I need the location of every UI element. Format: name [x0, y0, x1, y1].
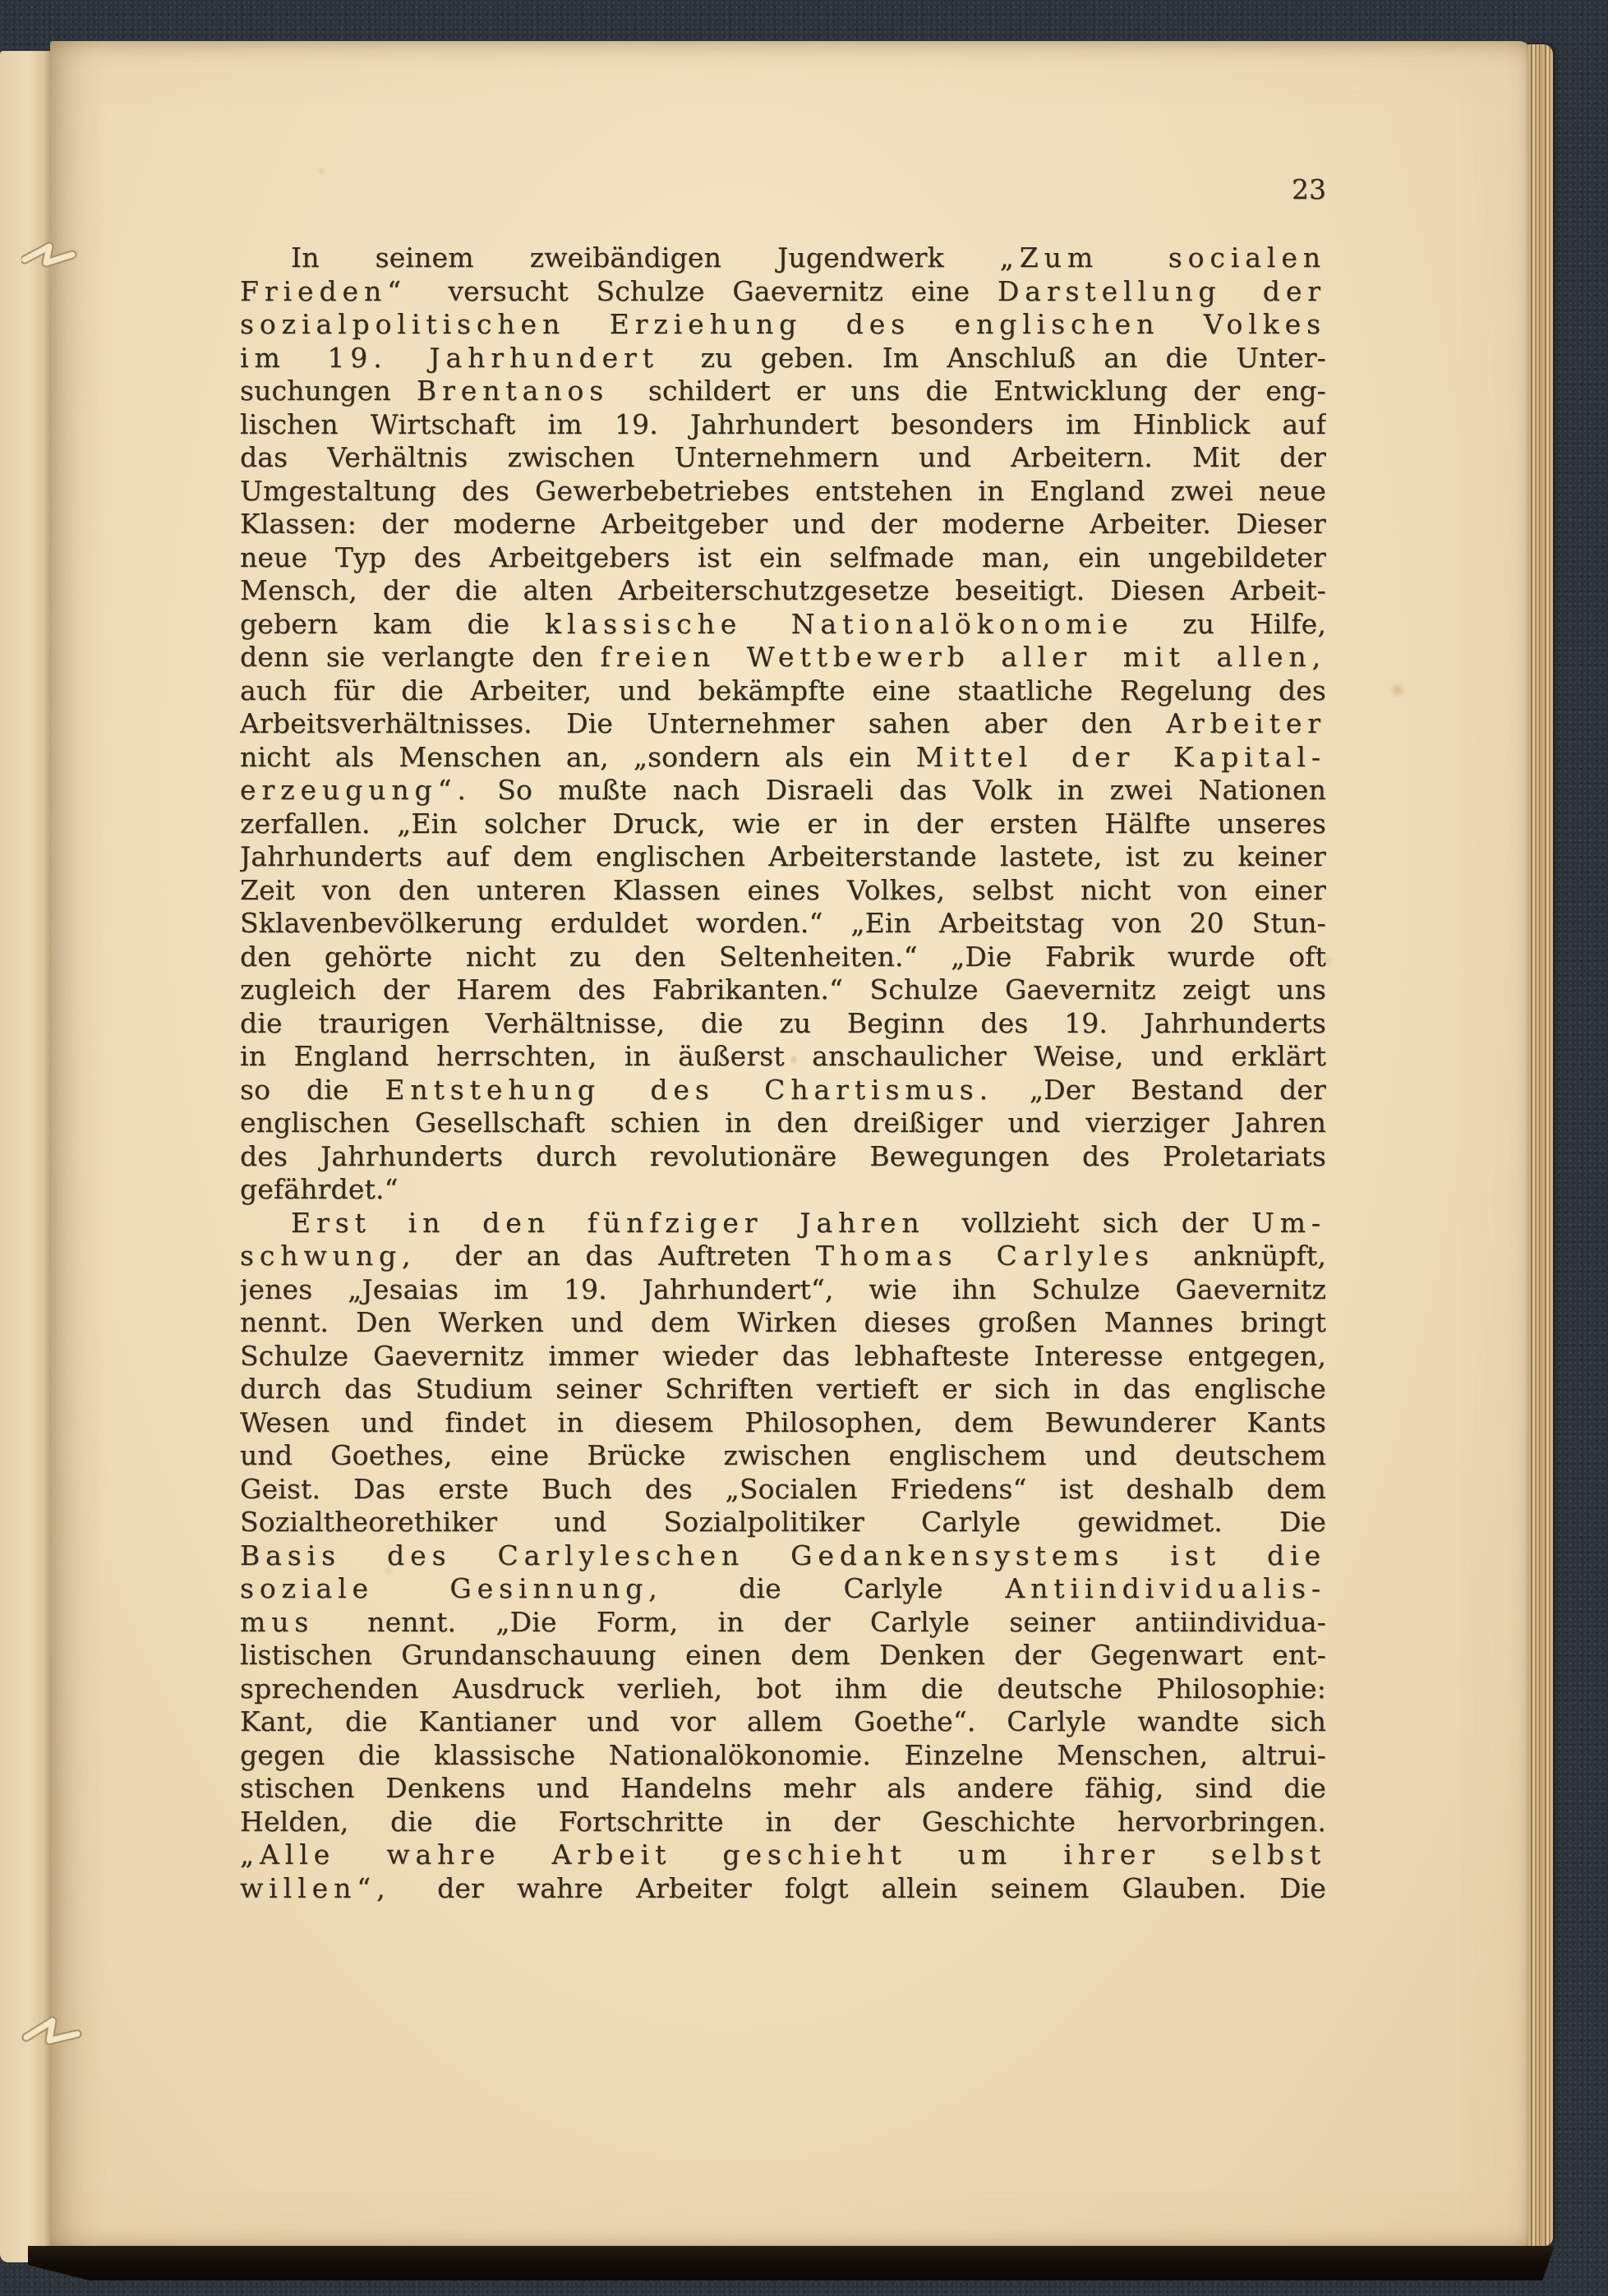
body-text: auch für die Arbeiter, und bekämpfte eine staatliche Regelung des: [240, 674, 1326, 706]
text-line: [240, 1772, 1326, 1806]
facing-page-gutter: [0, 51, 51, 2262]
text-line: [240, 375, 1326, 408]
body-text: Umgestaltung des Gewerbebetriebes entstehen in England zwei neue: [240, 474, 1326, 507]
text-line: [240, 1173, 1326, 1207]
body-text: nicht als Menschen an, „sondern als ein: [240, 740, 916, 773]
text-line: [240, 1207, 1326, 1240]
text-line: [240, 275, 1326, 309]
text-line: [240, 342, 1326, 375]
letterspaced-text: willen“,: [240, 1871, 438, 1904]
body-text: denn sie verlangte den: [240, 641, 601, 673]
body-text: nennt. Den Werken und dem Wirken dieses großen Mannes bringt: [240, 1306, 1326, 1338]
letterspaced-text: Entstehung des Chartismus.: [385, 1073, 994, 1106]
letterspaced-text: Darstellung der: [997, 274, 1326, 307]
body-text: „Der Bestand der: [993, 1073, 1326, 1106]
text-line: [240, 674, 1326, 708]
text-line: [240, 1007, 1326, 1041]
text-line: [240, 308, 1326, 342]
text-line: [240, 840, 1326, 874]
letterspaced-text: Um-: [1251, 1206, 1326, 1239]
text-line: [240, 574, 1326, 608]
body-text: englischen Gesellschaft schien in den dreißiger und vierziger Jahren: [240, 1107, 1326, 1139]
body-text: zu geben. Im Anschluß an die Unter-: [700, 341, 1326, 374]
text-line: [240, 1406, 1326, 1440]
body-text: des Jahrhunderts durch revolutionäre Bewegungen des Proletariats: [240, 1139, 1326, 1172]
letterspaced-text: soziale Gesinnung,: [240, 1572, 739, 1604]
text-line: [240, 1639, 1326, 1673]
text-line: [240, 907, 1326, 941]
page-number: 23: [1292, 173, 1326, 205]
page-edge-stack: [1528, 44, 1553, 2246]
letterspaced-text: Antiindividualis-: [1005, 1572, 1326, 1604]
text-line: [240, 1539, 1326, 1573]
letterspaced-text: Mittel der Kapital-: [915, 740, 1326, 773]
letterspaced-text: Frieden“: [240, 274, 449, 307]
text-line: [240, 1806, 1326, 1839]
body-text: zerfallen. „Ein solcher Druck, wie er in der ersten Hälfte unseres: [240, 807, 1326, 840]
text-line: [240, 941, 1326, 974]
text-line: [240, 1340, 1326, 1373]
text-line: [240, 1373, 1326, 1406]
text-line: [240, 1572, 1326, 1606]
body-text: so die: [240, 1073, 385, 1106]
body-text: stischen Denkens und Handelns mehr als andere fähig, sind die: [240, 1772, 1326, 1804]
body-text: Helden, die die Fortschritte in der Geschichte hervorbringen.: [240, 1805, 1326, 1838]
page-text-block: [240, 173, 1326, 1905]
text-line: [240, 973, 1326, 1007]
text-line: [240, 1140, 1326, 1174]
body-text: gebern kam die: [240, 607, 546, 640]
body-text: den gehörte nicht zu den Seltenheiten.“ „Die Fabrik wurde oft: [240, 940, 1326, 973]
letterspaced-text: sozialpolitischen Erziehung des englischen Volkes: [240, 308, 1326, 340]
letterspaced-text: im 19. Jahrhundert: [240, 341, 701, 374]
letterspaced-text: „Alle wahre Arbeit geschieht um ihrer selbst: [240, 1838, 1326, 1870]
body-text: Wesen und findet in diesem Philosophen, dem Bewunderer Kants: [240, 1406, 1326, 1438]
text-line: [240, 1273, 1326, 1307]
letterspaced-text: Erst in den fünfziger Jahren: [291, 1206, 962, 1239]
text-line: [240, 1439, 1326, 1473]
text-line: [240, 707, 1326, 741]
text-line: [240, 408, 1326, 442]
body-text: zugleich der Harem des Fabrikanten.“ Schulze Gaevernitz zeigt uns: [240, 973, 1326, 1005]
body-text: So mußte nach Disraeli das Volk in zwei Nationen: [471, 774, 1326, 806]
body-text: gefährdet.“: [240, 1173, 399, 1205]
letterspaced-text: Basis des Carlyleschen Gedankensystems ist die: [240, 1539, 1326, 1571]
body-text: der wahre Arbeiter folgt allein seinem Glauben. Die: [437, 1871, 1326, 1904]
body-text: das Verhältnis zwischen Unternehmern und Arbeitern. Mit der: [240, 441, 1326, 473]
body-text: lischen Wirtschaft im 19. Jahrhundert besonders im Hinblick auf: [240, 407, 1326, 440]
body-text: Mensch, der die alten Arbeiterschutzgesetze beseitigt. Diesen Arbeit-: [240, 574, 1326, 606]
letterspaced-text: schwung,: [240, 1240, 455, 1272]
body-text: versucht Schulze Gaevernitz eine: [448, 274, 998, 307]
text-line: [240, 1107, 1326, 1140]
body-text: Schulze Gaevernitz immer wieder das lebhafteste Interesse entgegen,: [240, 1339, 1326, 1372]
body-text: schildert er uns die Entwicklung der eng-: [647, 375, 1326, 407]
text-line: [240, 808, 1326, 841]
body-text: in England herrschten, in äußerst anschaulicher Weise, und erklärt: [240, 1040, 1326, 1072]
text-line: [240, 1074, 1326, 1107]
text-line: [240, 475, 1326, 508]
text-line: [240, 1240, 1326, 1273]
body-text: vollzieht sich der: [961, 1206, 1251, 1239]
body-text: Sozialtheorethiker und Sozialpolitiker Carlyle gewidmet. Die: [240, 1506, 1326, 1538]
text-line: [240, 1506, 1326, 1539]
text-line: [240, 1872, 1326, 1906]
body-text: die traurigen Verhältnisse, die zu Beginn des 19. Jahrhunderts: [240, 1006, 1326, 1039]
body-text: Sklavenbevölkerung erduldet worden.“ „Ein Arbeitstag von 20 Stun-: [240, 907, 1326, 939]
body-text: [240, 242, 1326, 1905]
book-page: [50, 41, 1531, 2248]
letterspaced-text: erzeugung“.: [240, 774, 472, 806]
body-text: sprechenden Ausdruck verlieh, bot ihm die deutsche Philosophie:: [240, 1672, 1326, 1705]
text-line: [240, 1739, 1326, 1773]
body-text: Geist. Das erste Buch des „Socialen Friedens“ ist deshalb dem: [240, 1472, 1326, 1505]
body-text: Klassen: der moderne Arbeitgeber und der moderne Arbeiter. Dieser: [240, 508, 1326, 540]
letterspaced-text: „Zum socialen: [999, 242, 1326, 274]
binding-stitch-icon: [21, 2009, 85, 2059]
letterspaced-text: freien Wettbewerb aller mit allen,: [600, 641, 1326, 673]
text-line: [240, 1306, 1326, 1340]
body-text: neue Typ des Arbeitgebers ist ein selfmade man, ein ungebildeter: [240, 541, 1326, 573]
text-line: [240, 774, 1326, 808]
letterspaced-text: mus: [240, 1605, 368, 1638]
body-text: die Carlyle: [739, 1572, 1006, 1604]
letterspaced-text: Brentanos: [416, 375, 648, 407]
text-line: [240, 874, 1326, 908]
body-text: Zeit von den unteren Klassen eines Volkes, selbst nicht von einer: [240, 873, 1326, 906]
body-text: zu Hilfe,: [1182, 607, 1326, 640]
body-text: durch das Studium seiner Schriften vertieft er sich in das englische: [240, 1373, 1326, 1405]
body-text: gegen die klassische Nationalökonomie. Einzelne Menschen, altrui-: [240, 1738, 1326, 1771]
body-text: anknüpft,: [1192, 1240, 1326, 1272]
body-text: Jahrhunderts auf dem englischen Arbeiterstande lastete, ist zu keiner: [240, 840, 1326, 872]
text-line: [240, 1040, 1326, 1074]
body-text: der an das Auftreten: [454, 1240, 816, 1272]
text-line: [240, 608, 1326, 642]
text-line: [240, 641, 1326, 674]
body-text: Kant, die Kantianer und vor allem Goethe“. Carlyle wandte sich: [240, 1705, 1326, 1737]
body-text: In seinem zweibändigen Jugendwerk: [291, 242, 1000, 274]
text-line: [240, 508, 1326, 541]
body-text: nennt. „Die Form, in der Carlyle seiner antiindividua-: [367, 1605, 1326, 1638]
letterspaced-text: Thomas Carlyles: [815, 1240, 1193, 1272]
text-line: [240, 741, 1326, 775]
text-line: [240, 1606, 1326, 1640]
letterspaced-text: klassische Nationalökonomie: [545, 607, 1183, 640]
text-line: [240, 1705, 1326, 1739]
text-line: [240, 242, 1326, 275]
text-line: [240, 1673, 1326, 1706]
binding-stitch-icon: [21, 235, 81, 281]
text-line: [240, 441, 1326, 475]
body-text: jenes „Jesaias im 19. Jahrhundert“, wie ihn Schulze Gaevernitz: [240, 1272, 1326, 1305]
text-line: [240, 1838, 1326, 1872]
text-line: [240, 1473, 1326, 1507]
book-cover-shadow: [28, 2246, 1555, 2280]
letterspaced-text: Arbeiter: [1166, 707, 1326, 739]
body-text: listischen Grundanschauung einen dem Denken der Gegenwart ent-: [240, 1639, 1326, 1671]
body-text: suchungen: [240, 375, 417, 407]
body-text: Arbeitsverhältnisses. Die Unternehmer sahen aber den: [240, 707, 1167, 739]
body-text: und Goethes, eine Brücke zwischen englischem und deutschem: [240, 1439, 1326, 1471]
text-line: [240, 541, 1326, 575]
